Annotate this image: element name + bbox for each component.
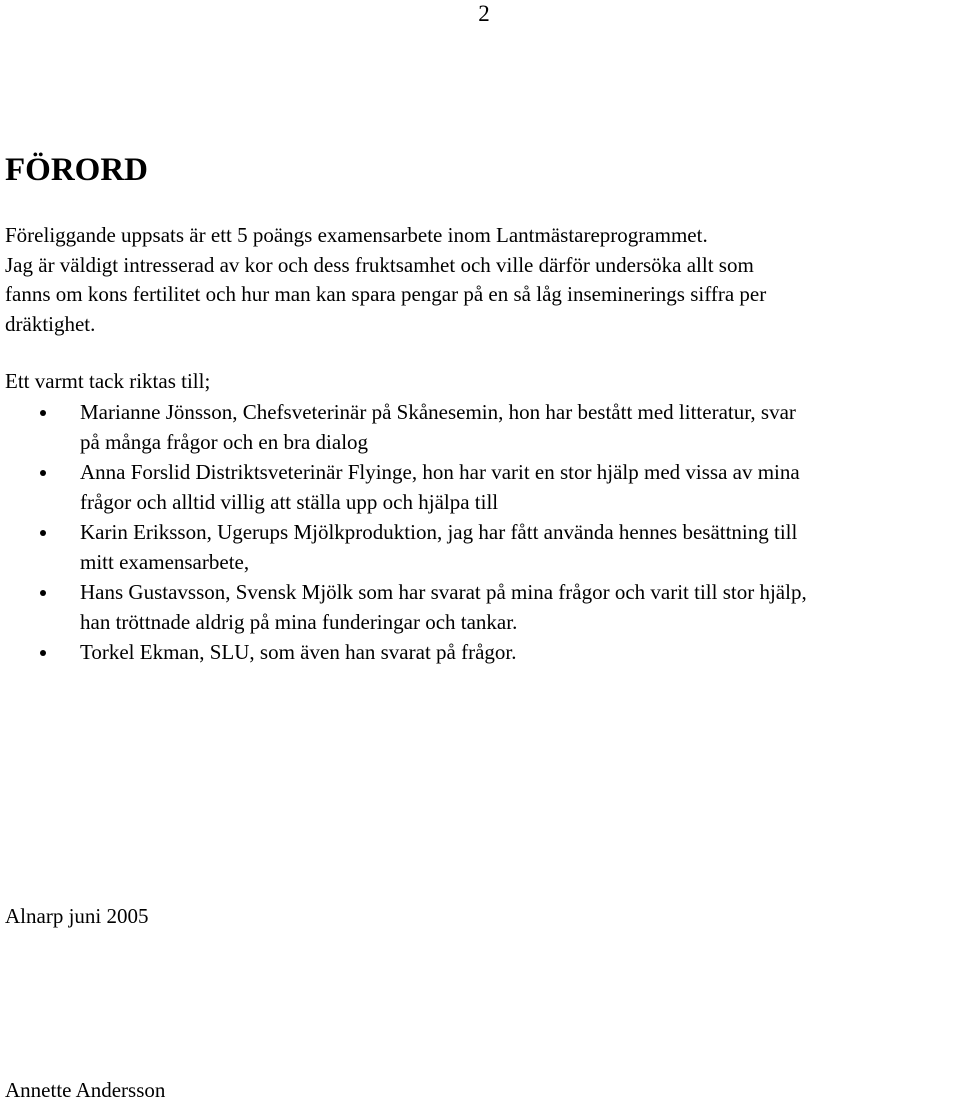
- bullet-icon: [40, 530, 46, 536]
- acknowledgement-item: [0, 637, 960, 667]
- acknowledgement-item: [0, 577, 960, 637]
- intro-paragraph: [5, 221, 955, 339]
- thanks-lead: Ett varmt tack riktas till;: [5, 369, 211, 393]
- acknowledgement-line: Karin Eriksson, Ugerups Mjölkproduktion, jag har fått använda hennes besättning till: [80, 520, 798, 544]
- intro-line: Jag är väldigt intresserad av kor och dess fruktsamhet och ville därför undersöka allt som: [5, 252, 754, 277]
- intro-line: fanns om kons fertilitet och hur man kan spara pengar på en så låg inseminerings siffra per: [5, 282, 767, 306]
- acknowledgement-line: frågor och alltid villig att ställa upp och hjälpa till: [80, 490, 499, 514]
- acknowledgement-line: på många frågor och en bra dialog: [80, 430, 369, 454]
- acknowledgement-line: Marianne Jönsson, Chefsveterinär på Skånesemin, hon har bestått med litteratur, svar: [80, 400, 796, 424]
- author-name: Annette Andersson: [5, 1078, 166, 1102]
- acknowledgement-line: Hans Gustavsson, Svensk Mjölk som har svarat på mina frågor och varit till stor hjälp,: [80, 580, 807, 604]
- acknowledgement-item: [0, 457, 960, 517]
- place-date: Alnarp juni 2005: [5, 904, 149, 928]
- bullet-icon: [40, 590, 46, 596]
- acknowledgement-item: [0, 517, 960, 577]
- page-heading: FÖRORD: [5, 152, 148, 188]
- acknowledgements-list: [0, 397, 960, 667]
- acknowledgement-line: Anna Forslid Distriktsveterinär Flyinge, hon har varit en stor hjälp med vissa av mina: [80, 460, 800, 484]
- bullet-icon: [40, 410, 46, 416]
- acknowledgement-item: [0, 397, 960, 457]
- acknowledgement-line: han tröttnade aldrig på mina funderingar och tankar.: [80, 610, 518, 634]
- page-number: 2: [478, 1, 490, 26]
- acknowledgement-line: Torkel Ekman, SLU, som även han svarat på frågor.: [80, 640, 517, 664]
- acknowledgement-line: mitt examensarbete,: [80, 550, 250, 574]
- intro-line: dräktighet.: [5, 311, 96, 336]
- intro-line: Föreliggande uppsats är ett 5 poängs examensarbete inom Lantmästareprogrammet.: [5, 223, 708, 247]
- bullet-icon: [40, 470, 46, 476]
- bullet-icon: [40, 650, 46, 656]
